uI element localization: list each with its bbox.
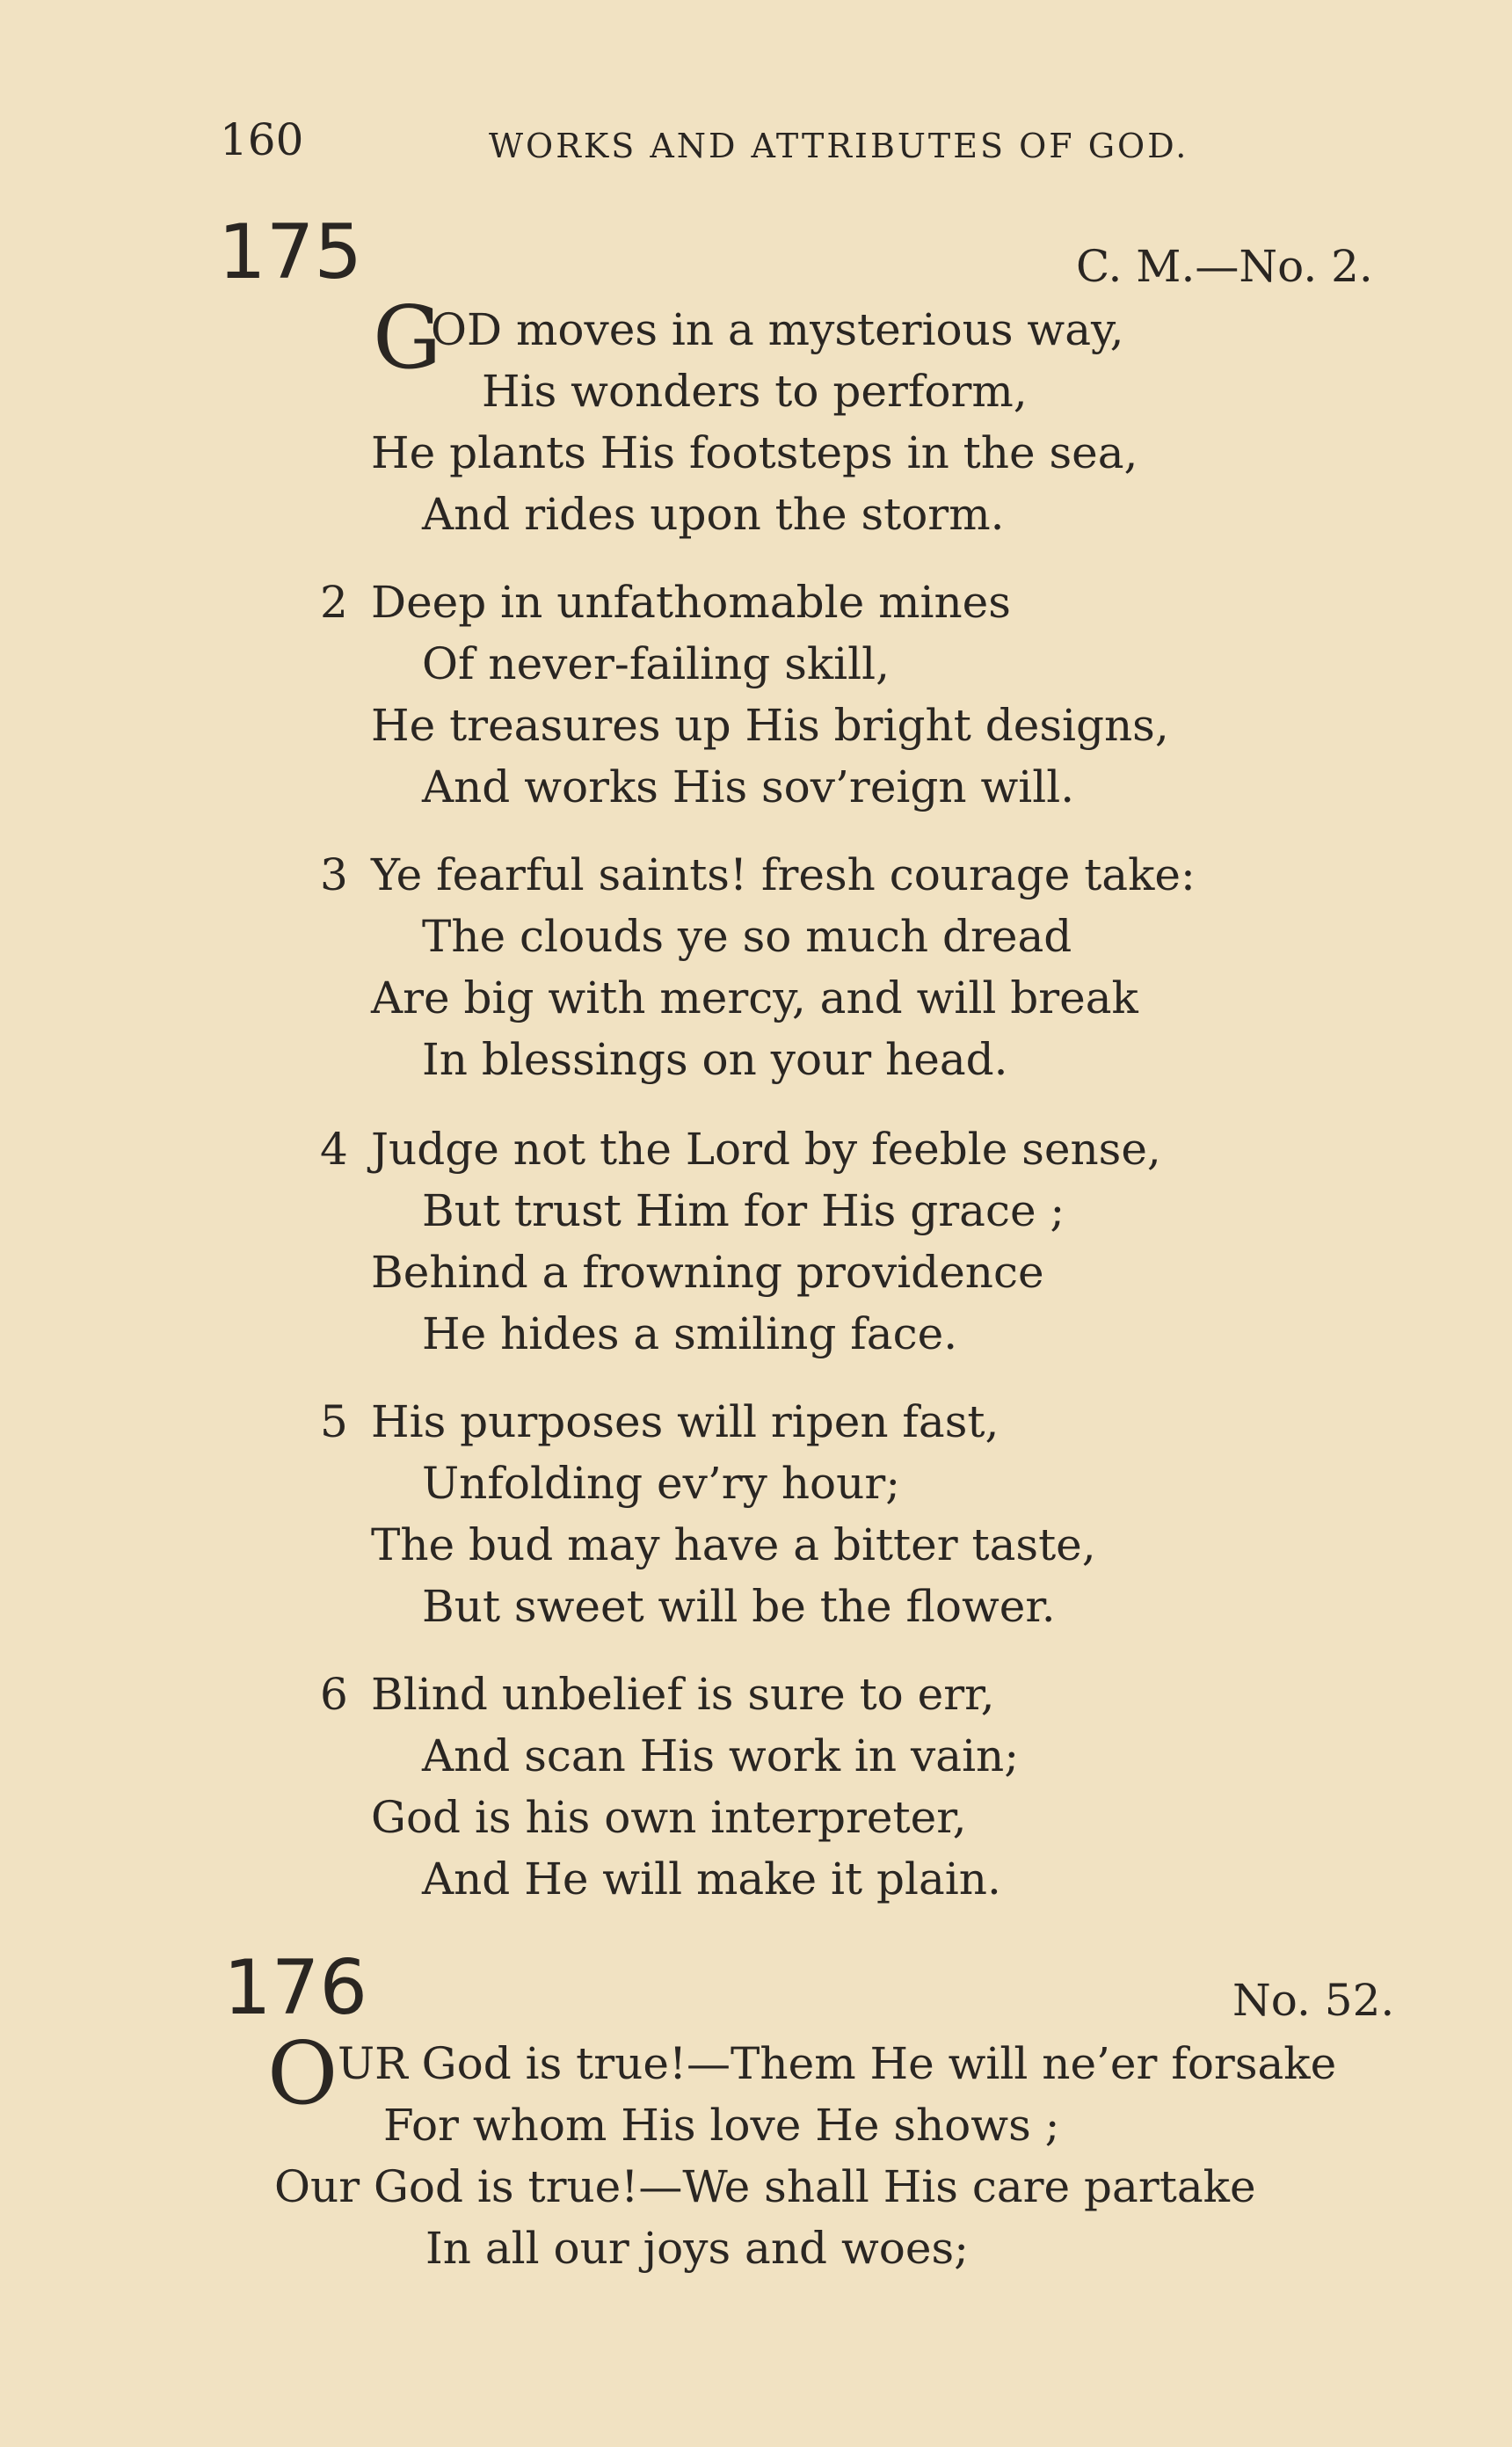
verse-line: Blind unbelief is sure to err, <box>371 1669 995 1720</box>
verse-line: And He will make it plain. <box>422 1853 1001 1904</box>
verse-line: God is his own interpreter, <box>371 1792 967 1843</box>
drop-cap: O <box>267 2024 338 2124</box>
running-title: WORKS AND ATTRIBUTES OF GOD. <box>489 127 1189 165</box>
verse-line: The bud may have a bitter taste, <box>371 1519 1096 1570</box>
verse-line: And rides upon the storm. <box>422 489 1005 540</box>
stanza-number: 2 <box>320 577 348 628</box>
stanza-number: 4 <box>320 1124 348 1175</box>
verse-line: He plants His footsteps in the sea, <box>371 427 1138 478</box>
verse-line: And works His sov’reign will. <box>422 761 1075 812</box>
verse-line: But trust Him for His grace ; <box>422 1185 1065 1236</box>
verse-line: In all our joys and woes; <box>425 2223 969 2274</box>
verse-line: And scan His work in vain; <box>422 1730 1020 1781</box>
verse-line: He treasures up His bright designs, <box>371 700 1169 751</box>
verse-line: Of never-failing skill, <box>422 638 890 689</box>
stanza-number: 5 <box>320 1396 348 1447</box>
stanza-number: 6 <box>320 1669 348 1720</box>
verse-line: Unfolding ev’ry hour; <box>422 1458 901 1509</box>
verse-line: Behind a frowning providence <box>371 1247 1044 1298</box>
verse-line: The clouds ye so much dread <box>422 911 1072 962</box>
hymn-meter-176: No. 52. <box>1232 1975 1395 2026</box>
verse-line: Deep in unfathomable mines <box>371 577 1011 628</box>
verse-line: For whom His love He shows ; <box>383 2100 1060 2151</box>
verse-line: UR God is true!—Them He will ne’er forsake <box>338 2038 1337 2089</box>
verse-line: But sweet will be the flower. <box>422 1581 1056 1632</box>
hymn-number-175: 175 <box>218 208 363 296</box>
verse-line: Ye fearful saints! fresh courage take: <box>371 849 1196 900</box>
verse-line: His wonders to perform, <box>482 366 1028 417</box>
hymn-number-176: 176 <box>223 1944 368 2032</box>
page-number: 160 <box>220 114 304 165</box>
verse-line: Judge not the Lord by feeble sense, <box>371 1124 1161 1175</box>
verse-line: Our God is true!—We shall His care partake <box>274 2161 1256 2212</box>
verse-line: Are big with mercy, and will break <box>371 972 1138 1023</box>
verse-line: In blessings on your head. <box>422 1034 1008 1085</box>
hymn-meter-175: C. M.—No. 2. <box>1076 241 1373 292</box>
verse-line: He hides a smiling face. <box>422 1308 958 1359</box>
drop-cap: G <box>373 288 442 389</box>
verse-line: His purposes will ripen fast, <box>371 1396 1000 1447</box>
stanza-number: 3 <box>320 849 348 900</box>
verse-line: OD moves in a mysterious way, <box>431 304 1124 355</box>
